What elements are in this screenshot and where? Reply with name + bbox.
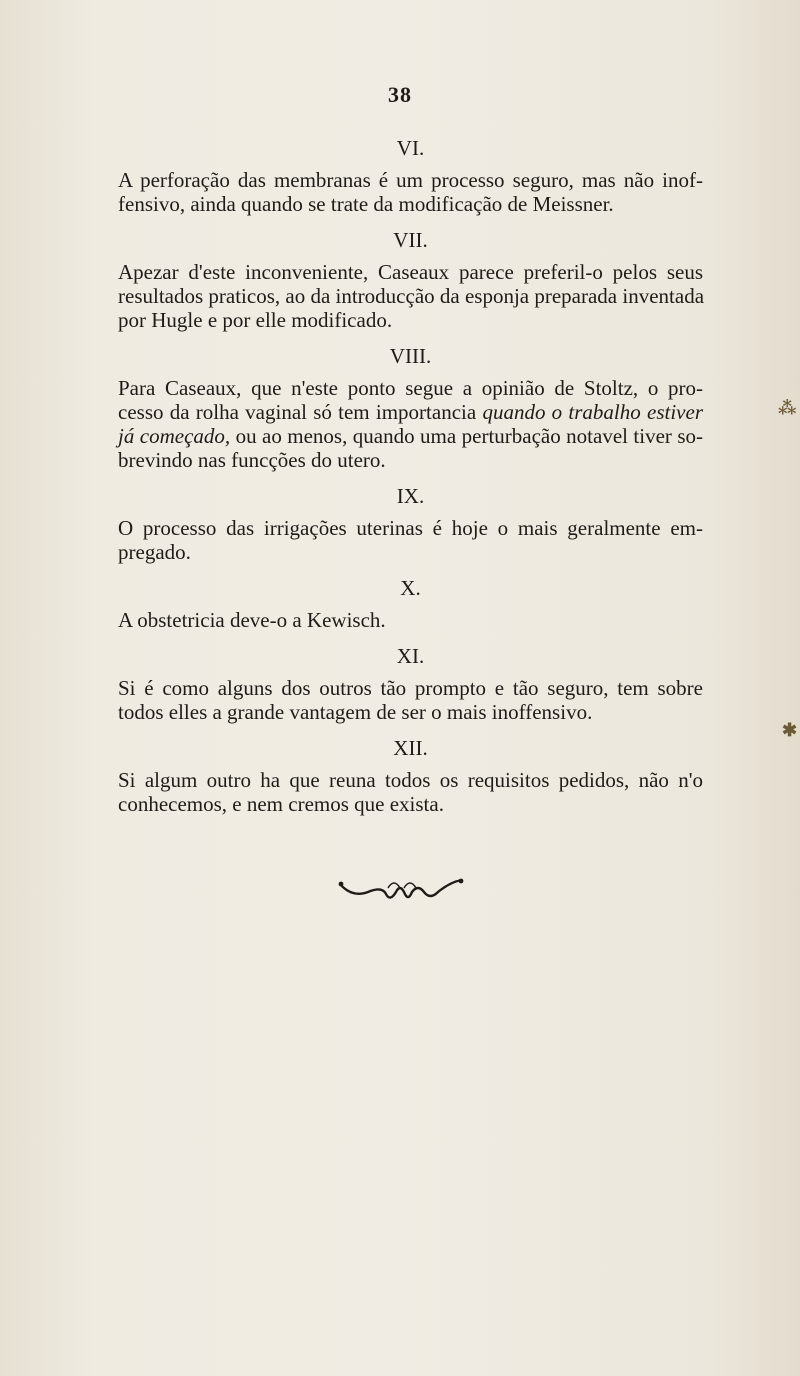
section-heading: XII.	[393, 736, 428, 760]
text-line: A perforação das membranas é um processo seguro, mas não inof-	[118, 168, 703, 192]
section-heading: X.	[400, 576, 421, 600]
paragraph	[118, 168, 703, 216]
text-line: Para Caseaux, que n'este ponto segue a opinião de Stoltz, o pro-	[118, 376, 703, 400]
section-heading: IX.	[396, 484, 425, 508]
margin-mark-icon: ⁂	[778, 398, 797, 418]
section-heading: VIII.	[389, 344, 432, 368]
text-line: Si algum outro ha que reuna todos os requisitos pedidos, não n'o	[118, 768, 703, 792]
text-line	[118, 424, 703, 448]
text-line: Apezar d'este inconveniente, Caseaux parece preferil-o pelos seus	[118, 260, 703, 284]
section-heading: VI.	[396, 136, 425, 160]
text-line: brevindo nas funcções do utero.	[118, 448, 386, 472]
page-number: 38	[388, 82, 412, 107]
page-body	[118, 136, 703, 828]
text-segment: cesso da rolha vaginal só tem importancia	[118, 400, 477, 424]
section-heading: XI.	[396, 644, 425, 668]
text-line: por Hugle e por elle modificado.	[118, 308, 393, 332]
text-segment: ou ao menos, quando uma perturbação notavel tiver so-	[230, 424, 704, 448]
paragraph	[118, 768, 703, 816]
paragraph	[118, 516, 703, 564]
text-line	[118, 400, 703, 424]
text-line: resultados praticos, ao da introducção da esponja preparada inventada	[118, 284, 705, 308]
text-line: conhecemos, e nem cremos que exista.	[118, 792, 444, 816]
text-line: fensivo, ainda quando se trate da modificação de Meissner.	[118, 192, 614, 216]
italic-text: quando o trabalho estiver	[482, 400, 703, 424]
italic-text: já começado,	[118, 424, 231, 448]
margin-mark-icon: ✱	[782, 720, 798, 740]
text-line: pregado.	[118, 540, 191, 564]
paragraph	[118, 260, 703, 332]
paragraph	[118, 676, 703, 724]
text-line: A obstetricia deve-o a Kewisch.	[118, 608, 386, 632]
text-line: O processo das irrigações uterinas é hoje o mais geralmente em-	[118, 516, 703, 540]
flourish-ornament-icon	[338, 878, 464, 908]
text-line: Si é como alguns dos outros tão prompto e tão seguro, tem sobre	[118, 676, 703, 700]
paragraph	[118, 608, 703, 632]
section-heading: VII.	[393, 228, 428, 252]
paragraph	[118, 376, 703, 472]
text-line: todos elles a grande vantagem de ser o mais inoffensivo.	[118, 700, 593, 724]
